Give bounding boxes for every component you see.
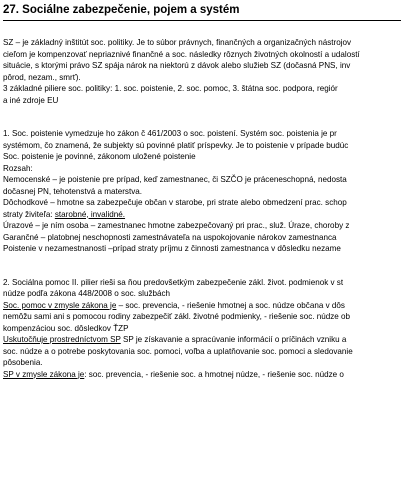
underlined-text: Soc. pomoc v zmysle zákona je — [3, 300, 117, 310]
text-line: núdze podľa zákona 448/2008 o soc. službách — [3, 289, 171, 298]
spacer — [3, 21, 401, 37]
text-span: straty živiteľa: — [3, 209, 55, 219]
text-line — [3, 334, 401, 346]
section-social-assistance — [3, 277, 401, 381]
spacer — [3, 266, 401, 277]
underlined-text: starobné, invalidné. — [54, 209, 126, 219]
document-page — [3, 0, 401, 486]
text-line: Rozsah: — [3, 163, 33, 173]
text-line: Soc. poistenie je povinné, zákonom uložené poistenie — [3, 152, 196, 161]
text-line: Nemocenské – je poistenie pre prípad, keď zamestnanec, či SZČO je práceneschopná, nedosta — [3, 175, 347, 184]
text-line: 2. Sociálna pomoc II. pilier rieši sa ňou predovšetkým zabezpečenie zákl. život. podmienok v st — [3, 277, 344, 287]
section-social-insurance — [3, 128, 401, 255]
spacer — [3, 117, 401, 128]
text-line — [3, 369, 401, 381]
intro-paragraph — [3, 37, 401, 106]
text-line: systémom, čo znamená, že subjekty sú povinné platiť príspevky. Je to poistenie v prípade budúc — [3, 140, 349, 150]
text-line — [3, 300, 401, 312]
text-span: – soc. prevencia, - riešenie hmotnej a soc. núdze občana v dôs — [116, 300, 345, 310]
text-span: : soc. prevencia, - riešenie soc. a hmotnej núdze, - riešenie soc. núdze o — [84, 369, 344, 379]
text-line: pôsobenia. — [3, 358, 43, 367]
text-line: dočasnej PN, tehotenstvá a materstva. — [3, 186, 143, 196]
text-line: kompenzáciou soc. dôsledkov ŤZP — [3, 323, 129, 333]
underlined-text: SP v zmysle zákona je — [3, 369, 85, 379]
text-line: nemôžu sami ani s pomocou rodiny zabezpečiť zákl. životné podmienky, - riešenie soc. núdze ob — [3, 312, 351, 321]
text-line: Garančné – platobnej neschopnosti zamestnávateľa na uspokojovanie nárokov zamestnanca — [3, 232, 337, 242]
text-line: Úrazové – je ním osoba – zamestnanec hmotne zabezpečovaný pri prac., služ. Úraze, choroby z — [3, 221, 350, 230]
text-line: SZ – je základný inštitút soc. politiky. Je to súbor právnych, finančných a organizačných nástrojov — [3, 38, 352, 47]
text-line: Dôchodkové – hmotne sa zabezpečuje občan v starobe, pri strate alebo obmedzení prac. schop — [3, 198, 347, 207]
spacer — [3, 106, 401, 117]
text-line: cieľom je kompenzovať nepriaznivé finančné a soc. následky rôznych životných okolností a udalostí — [3, 49, 360, 59]
text-line: 1. Soc. poistenie vymedzuje ho zákon č 461/2003 o soc. poistení. Systém soc. poistenia je pr — [3, 129, 337, 138]
text-line: situácie, s ktorými právo SZ spája nárok na niektorú z dávok alebo služieb SZ (dočasná PNS, inv — [3, 61, 351, 70]
text-line: a iné zdroje EU — [3, 95, 59, 105]
text-line: 3 základné piliere soc. politiky: 1. soc. poistenie, 2. soc. pomoc, 3. štátna soc. podpora, regiór — [3, 84, 338, 93]
spacer — [3, 255, 401, 266]
text-line: soc. núdze a o potrebe poskytovania soc. pomoci, voľba a uplatňovanie soc. pomoci a sledovanie — [3, 346, 353, 356]
text-line — [3, 209, 401, 221]
page-title: 27. Sociálne zabezpečenie, pojem a systém — [3, 4, 240, 16]
text-line: pôrod, nezam., smrť). — [3, 72, 81, 82]
text-span: SP je získavanie a spracúvanie informácií o príčinách vzniku a — [120, 335, 347, 344]
text-line: Poistenie v nezamestnanosti –prípad straty príjmu z činnosti zamestnanca v dôsledku nezame — [3, 244, 341, 253]
underlined-text: Uskutočňuje prostredníctvom SP — [3, 335, 121, 344]
